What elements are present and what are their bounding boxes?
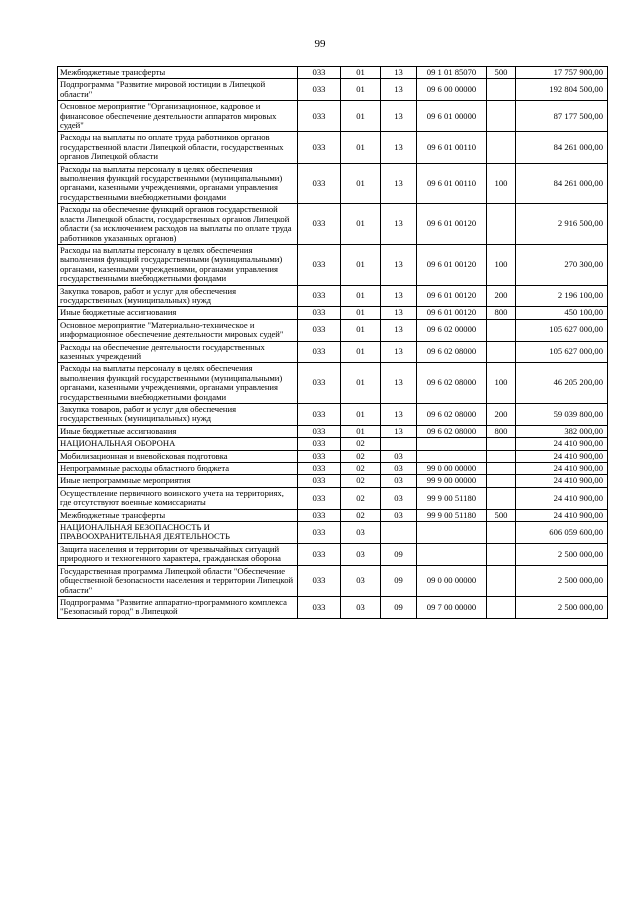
row-subsection: 09 (381, 565, 417, 596)
row-name: Подпрограмма "Развитие аппаратно-программного комплекса "Безопасный город" в Липецкой (58, 596, 298, 618)
row-section: 03 (341, 522, 381, 544)
row-article (417, 450, 487, 462)
row-gov-code: 033 (298, 438, 341, 450)
row-subsection: 13 (381, 204, 417, 245)
table-row (58, 244, 608, 285)
row-subsection: 03 (381, 475, 417, 487)
row-subsection: 13 (381, 341, 417, 363)
row-gov-code: 033 (298, 475, 341, 487)
row-expense-type (487, 450, 516, 462)
row-subsection: 13 (381, 132, 417, 163)
table-row (58, 363, 608, 404)
table-row (58, 565, 608, 596)
row-subsection: 13 (381, 163, 417, 204)
row-section: 01 (341, 285, 381, 307)
row-section: 02 (341, 475, 381, 487)
row-section: 01 (341, 425, 381, 437)
row-expense-type (487, 438, 516, 450)
table-row (58, 425, 608, 437)
row-gov-code: 033 (298, 404, 341, 426)
row-name: Расходы на выплаты персоналу в целях обеспечения выполнения функций государственными (муниципальными) органами, казенными учреждениями, органами управления государственными внебюджетными фондами (58, 363, 298, 404)
table-row (58, 319, 608, 341)
row-gov-code: 033 (298, 285, 341, 307)
row-name: Расходы на выплаты персоналу в целях обеспечения выполнения функций государственными (муниципальными) органами, казенными учреждениями, органами управления государственными внебюджетными фондами (58, 163, 298, 204)
row-amount: 59 039 800,00 (516, 404, 608, 426)
row-article: 99 9 00 00000 (417, 475, 487, 487)
row-article: 09 6 00 00000 (417, 79, 487, 101)
table-row (58, 450, 608, 462)
row-name: Расходы на обеспечение функций органов государственной власти Липецкой области, государственных органов Липецкой области (за исключением расходов на выплаты по оплате труда работников указанных органов) (58, 204, 298, 245)
row-gov-code: 033 (298, 450, 341, 462)
row-amount: 270 300,00 (516, 244, 608, 285)
row-section: 02 (341, 463, 381, 475)
row-gov-code: 033 (298, 463, 341, 475)
row-gov-code: 033 (298, 79, 341, 101)
row-section: 01 (341, 341, 381, 363)
table-row (58, 163, 608, 204)
row-amount: 24 410 900,00 (516, 450, 608, 462)
row-amount: 84 261 000,00 (516, 163, 608, 204)
row-article: 09 6 01 00000 (417, 101, 487, 132)
row-amount: 2 916 500,00 (516, 204, 608, 245)
row-expense-type: 200 (487, 285, 516, 307)
row-section: 01 (341, 79, 381, 101)
row-section: 01 (341, 204, 381, 245)
table-row (58, 101, 608, 132)
row-amount: 24 410 900,00 (516, 438, 608, 450)
table-row (58, 522, 608, 544)
row-gov-code: 033 (298, 101, 341, 132)
row-section: 03 (341, 596, 381, 618)
row-section: 01 (341, 132, 381, 163)
row-article: 09 6 02 00000 (417, 319, 487, 341)
table-row (58, 543, 608, 565)
row-gov-code: 033 (298, 522, 341, 544)
row-expense-type (487, 341, 516, 363)
row-expense-type: 500 (487, 509, 516, 521)
row-name: Осуществление первичного воинского учета на территориях, где отсутствуют военные комиссариаты (58, 487, 298, 509)
row-expense-type: 100 (487, 163, 516, 204)
table-row (58, 404, 608, 426)
row-gov-code: 033 (298, 565, 341, 596)
row-article (417, 438, 487, 450)
row-subsection: 03 (381, 450, 417, 462)
row-expense-type (487, 543, 516, 565)
row-section: 03 (341, 543, 381, 565)
row-gov-code: 033 (298, 596, 341, 618)
row-article: 09 6 01 00120 (417, 285, 487, 307)
row-name: Иные бюджетные ассигнования (58, 425, 298, 437)
row-amount: 46 205 200,00 (516, 363, 608, 404)
row-expense-type: 100 (487, 363, 516, 404)
row-gov-code: 033 (298, 244, 341, 285)
row-section: 01 (341, 319, 381, 341)
row-gov-code: 033 (298, 509, 341, 521)
row-article (417, 522, 487, 544)
row-gov-code: 033 (298, 67, 341, 79)
row-article: 99 0 00 00000 (417, 463, 487, 475)
row-subsection: 03 (381, 509, 417, 521)
row-subsection: 13 (381, 285, 417, 307)
row-expense-type (487, 132, 516, 163)
row-expense-type: 800 (487, 307, 516, 319)
row-expense-type (487, 596, 516, 618)
table-row (58, 438, 608, 450)
row-subsection (381, 438, 417, 450)
row-name: Закупка товаров, работ и услуг для обеспечения государственных (муниципальных) нужд (58, 404, 298, 426)
row-amount: 2 500 000,00 (516, 565, 608, 596)
row-amount: 192 804 500,00 (516, 79, 608, 101)
row-article: 09 1 01 85070 (417, 67, 487, 79)
row-gov-code: 033 (298, 132, 341, 163)
row-subsection: 09 (381, 596, 417, 618)
row-expense-type: 200 (487, 404, 516, 426)
row-subsection: 13 (381, 244, 417, 285)
row-amount: 2 196 100,00 (516, 285, 608, 307)
row-expense-type (487, 204, 516, 245)
page-number: 99 (314, 38, 326, 50)
row-amount: 105 627 000,00 (516, 341, 608, 363)
row-subsection: 13 (381, 425, 417, 437)
row-name: НАЦИОНАЛЬНАЯ БЕЗОПАСНОСТЬ И ПРАВООХРАНИТЕЛЬНАЯ ДЕЯТЕЛЬНОСТЬ (58, 522, 298, 544)
row-name: Закупка товаров, работ и услуг для обеспечения государственных (муниципальных) нужд (58, 285, 298, 307)
row-subsection: 13 (381, 363, 417, 404)
row-name: Расходы на выплаты персоналу в целях обеспечения выполнения функций государственными (муниципальными) органами, казенными учреждениями, органами управления государственными внебюджетными фондами (58, 244, 298, 285)
row-subsection: 03 (381, 463, 417, 475)
row-section: 01 (341, 363, 381, 404)
row-gov-code: 033 (298, 307, 341, 319)
row-gov-code: 033 (298, 204, 341, 245)
row-subsection (381, 522, 417, 544)
row-amount: 450 100,00 (516, 307, 608, 319)
row-name: Иные непрограммные мероприятия (58, 475, 298, 487)
row-gov-code: 033 (298, 425, 341, 437)
row-expense-type: 800 (487, 425, 516, 437)
row-subsection: 09 (381, 543, 417, 565)
row-gov-code: 033 (298, 363, 341, 404)
row-subsection: 13 (381, 79, 417, 101)
row-article: 09 6 01 00120 (417, 307, 487, 319)
row-section: 01 (341, 67, 381, 79)
row-amount: 24 410 900,00 (516, 475, 608, 487)
row-name: Мобилизационная и вневойсковая подготовка (58, 450, 298, 462)
row-section: 02 (341, 509, 381, 521)
row-gov-code: 033 (298, 163, 341, 204)
table-row (58, 341, 608, 363)
table-row (58, 463, 608, 475)
row-article: 99 9 00 51180 (417, 487, 487, 509)
row-section: 03 (341, 565, 381, 596)
row-name: Межбюджетные трансферты (58, 509, 298, 521)
row-expense-type (487, 463, 516, 475)
table-row (58, 285, 608, 307)
row-name: НАЦИОНАЛЬНАЯ ОБОРОНА (58, 438, 298, 450)
row-article: 09 7 00 00000 (417, 596, 487, 618)
row-article: 09 6 01 00110 (417, 163, 487, 204)
row-section: 01 (341, 307, 381, 319)
table-row (58, 132, 608, 163)
row-expense-type: 100 (487, 244, 516, 285)
row-section: 01 (341, 101, 381, 132)
row-gov-code: 033 (298, 341, 341, 363)
table-row (58, 204, 608, 245)
row-subsection: 03 (381, 487, 417, 509)
table-row (58, 487, 608, 509)
row-section: 01 (341, 163, 381, 204)
row-amount: 17 757 900,00 (516, 67, 608, 79)
row-name: Основное мероприятие "Организационное, кадровое и финансовое обеспечение деятельности аппаратов мировых судей" (58, 101, 298, 132)
row-amount: 24 410 900,00 (516, 463, 608, 475)
row-amount: 105 627 000,00 (516, 319, 608, 341)
row-subsection: 13 (381, 319, 417, 341)
row-section: 02 (341, 450, 381, 462)
table-row (58, 475, 608, 487)
row-expense-type (487, 565, 516, 596)
row-amount: 24 410 900,00 (516, 487, 608, 509)
table-row (58, 307, 608, 319)
row-amount: 606 059 600,00 (516, 522, 608, 544)
row-article: 09 6 01 00120 (417, 244, 487, 285)
table-row (58, 79, 608, 101)
row-subsection: 13 (381, 307, 417, 319)
row-subsection: 13 (381, 67, 417, 79)
row-expense-type (487, 319, 516, 341)
row-amount: 24 410 900,00 (516, 509, 608, 521)
row-name: Расходы на выплаты по оплате труда работников органов государственной власти Липецкой области, государственных органов Липецкой области (58, 132, 298, 163)
row-gov-code: 033 (298, 487, 341, 509)
row-expense-type: 500 (487, 67, 516, 79)
row-gov-code: 033 (298, 319, 341, 341)
table-row (58, 509, 608, 521)
row-amount: 84 261 000,00 (516, 132, 608, 163)
row-expense-type (487, 522, 516, 544)
row-name: Защита населения и территории от чрезвычайных ситуаций природного и техногенного характера, гражданская оборона (58, 543, 298, 565)
row-article: 09 6 01 00120 (417, 204, 487, 245)
budget-table (57, 66, 608, 619)
row-name: Иные бюджетные ассигнования (58, 307, 298, 319)
row-name: Подпрограмма "Развитие мировой юстиции в Липецкой области" (58, 79, 298, 101)
row-subsection: 13 (381, 404, 417, 426)
row-article: 09 6 02 08000 (417, 425, 487, 437)
row-article: 09 6 02 08000 (417, 341, 487, 363)
budget-table-body (58, 67, 608, 619)
row-article: 99 9 00 51180 (417, 509, 487, 521)
row-amount: 87 177 500,00 (516, 101, 608, 132)
row-amount: 2 500 000,00 (516, 543, 608, 565)
row-section: 02 (341, 438, 381, 450)
table-row (58, 596, 608, 618)
row-name: Основное мероприятие "Материально-техническое и информационное обеспечение деятельности мировых судей" (58, 319, 298, 341)
row-section: 01 (341, 404, 381, 426)
row-expense-type (487, 79, 516, 101)
row-expense-type (487, 475, 516, 487)
row-section: 02 (341, 487, 381, 509)
row-amount: 2 500 000,00 (516, 596, 608, 618)
row-name: Расходы на обеспечение деятельности государственных казенных учреждений (58, 341, 298, 363)
row-amount: 382 000,00 (516, 425, 608, 437)
row-gov-code: 033 (298, 543, 341, 565)
row-name: Межбюджетные трансферты (58, 67, 298, 79)
row-article: 09 6 02 08000 (417, 363, 487, 404)
table-row (58, 67, 608, 79)
row-article: 09 6 01 00110 (417, 132, 487, 163)
row-expense-type (487, 487, 516, 509)
row-article: 09 6 02 08000 (417, 404, 487, 426)
row-article (417, 543, 487, 565)
row-article: 09 0 00 00000 (417, 565, 487, 596)
row-expense-type (487, 101, 516, 132)
row-subsection: 13 (381, 101, 417, 132)
row-section: 01 (341, 244, 381, 285)
row-name: Непрограммные расходы областного бюджета (58, 463, 298, 475)
row-name: Государственная программа Липецкой области "Обеспечение общественной безопасности населения и территории Липецкой области" (58, 565, 298, 596)
